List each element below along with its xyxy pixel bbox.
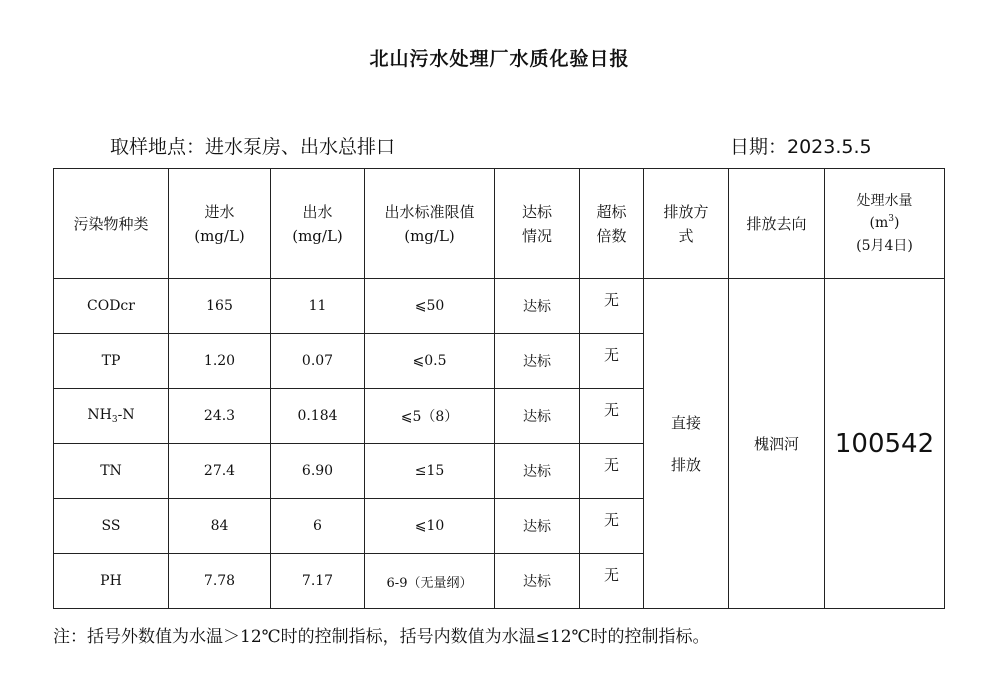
compliance-status: 达标 <box>495 499 580 554</box>
exceed-multiple: 无 <box>580 554 644 609</box>
sampling-location: 取样地点：进水泵房、出水总排口 <box>110 136 396 158</box>
inflow-value: 1.20 <box>169 334 271 389</box>
compliance-status: 达标 <box>495 389 580 444</box>
report-date: 日期：2023.5.5 <box>730 136 872 158</box>
standard-value: ⩽5（8） <box>365 389 495 444</box>
footnote: 注：括号外数值为水温＞12℃时的控制指标，括号内数值为水温≤12℃时的控制指标。 <box>53 627 710 647</box>
outflow-value: 6 <box>271 499 365 554</box>
header-outflow: 出水 (mg/L) <box>271 169 365 279</box>
pollutant-name: TN <box>54 444 169 499</box>
standard-value: ≤15 <box>365 444 495 499</box>
report-title: 北山污水处理厂水质化验日报 <box>369 48 630 70</box>
treated-volume: 100542 <box>825 279 945 609</box>
water-quality-table <box>53 168 945 609</box>
inflow-value: 7.78 <box>169 554 271 609</box>
pollutant-name: TP <box>54 334 169 389</box>
outflow-value: 0.184 <box>271 389 365 444</box>
compliance-status: 达标 <box>495 444 580 499</box>
header-standard: 出水标准限值 (mg/L) <box>365 169 495 279</box>
table-row <box>54 279 945 334</box>
outflow-value: 7.17 <box>271 554 365 609</box>
pollutant-name: SS <box>54 499 169 554</box>
discharge-method: 直接 排放 <box>644 279 729 609</box>
exceed-multiple: 无 <box>580 334 644 389</box>
header-destination: 排放去向 <box>729 169 825 279</box>
standard-value: ⩽0.5 <box>365 334 495 389</box>
table-header-row <box>54 169 945 279</box>
standard-value: 6-9（无量纲） <box>365 554 495 609</box>
pollutant-name: PH <box>54 554 169 609</box>
header-method: 排放方 式 <box>644 169 729 279</box>
compliance-status: 达标 <box>495 554 580 609</box>
discharge-destination: 槐泗河 <box>729 279 825 609</box>
header-inflow: 进水 (mg/L) <box>169 169 271 279</box>
exceed-multiple: 无 <box>580 279 644 334</box>
header-exceed: 超标 倍数 <box>580 169 644 279</box>
header-pollutant: 污染物种类 <box>54 169 169 279</box>
pollutant-name: $NH_3-N$ <box>54 389 169 444</box>
outflow-value: 11 <box>271 279 365 334</box>
inflow-value: 84 <box>169 499 271 554</box>
exceed-multiple: 无 <box>580 389 644 444</box>
header-compliance: 达标 情况 <box>495 169 580 279</box>
standard-value: ⩽50 <box>365 279 495 334</box>
header-volume: 处理水量 $(m^3)$ (5月4日) <box>825 169 945 279</box>
inflow-value: 24.3 <box>169 389 271 444</box>
inflow-value: 27.4 <box>169 444 271 499</box>
inflow-value: 165 <box>169 279 271 334</box>
compliance-status: 达标 <box>495 279 580 334</box>
pollutant-name: CODcr <box>54 279 169 334</box>
standard-value: ⩽10 <box>365 499 495 554</box>
outflow-value: 6.90 <box>271 444 365 499</box>
exceed-multiple: 无 <box>580 499 644 554</box>
outflow-value: 0.07 <box>271 334 365 389</box>
exceed-multiple: 无 <box>580 444 644 499</box>
compliance-status: 达标 <box>495 334 580 389</box>
